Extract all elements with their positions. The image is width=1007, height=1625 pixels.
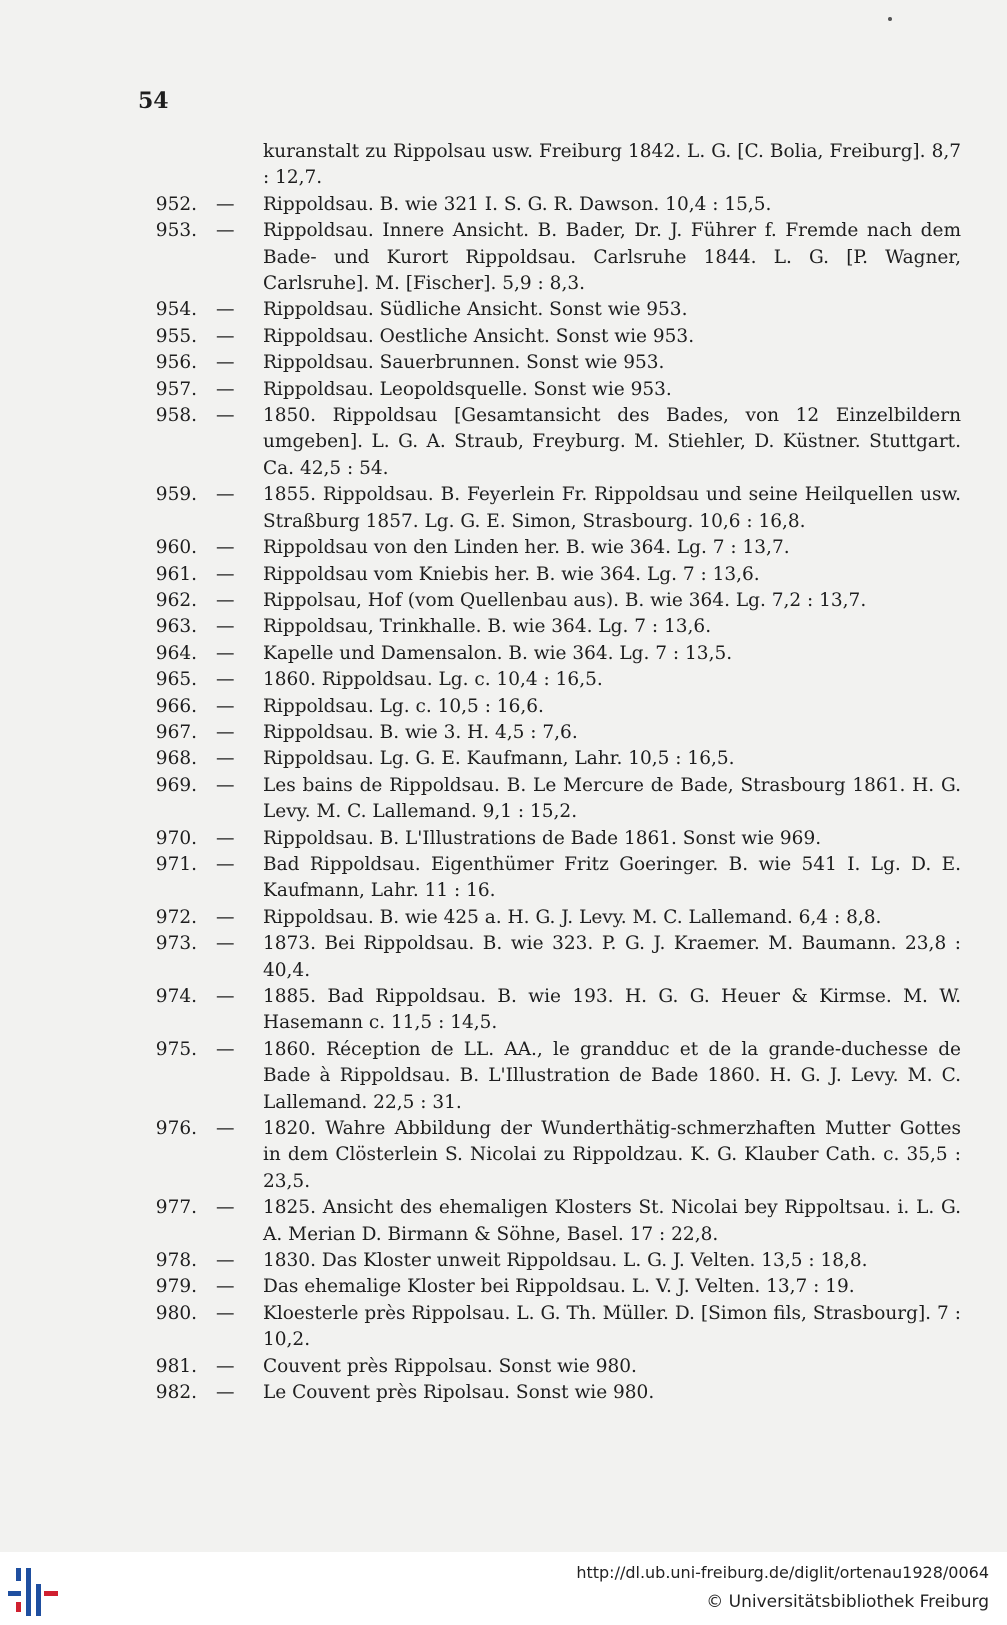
- entry-text: Rippoldsau. B. L'Illustrations de Bade 1861. Sonst wie 969.: [263, 827, 822, 849]
- entry-dash: —: [216, 1118, 235, 1140]
- entry-text: Rippoldsau. Leopoldsquelle. Sonst wie 953.: [263, 378, 672, 400]
- catalog-entry: [0, 1248, 1007, 1274]
- entry-text: 1885. Bad Rippoldsau. B. wie 193. H. G. G. Heuer & Kirmse. M. W. Hasemann c. 11,5 : 14,5.: [263, 986, 961, 1034]
- catalog-entry: [0, 297, 1007, 323]
- entry-dash: —: [216, 1250, 235, 1272]
- entry-text: Le Couvent près Ripolsau. Sonst wie 980.: [263, 1382, 655, 1404]
- entry-text: 1850. Rippoldsau [Gesamtansicht des Bades, von 12 Einzelbildern umgeben]. L. G. A. Straub, Freyburg. M. Stiehler, D. Küstner. Stuttgart. Ca. 42,5 : 54.: [263, 405, 961, 479]
- entry-dash: —: [216, 352, 235, 374]
- entry-number: 971.: [155, 853, 197, 875]
- entry-dash: —: [216, 220, 235, 242]
- entry-dash: —: [216, 378, 235, 400]
- entry-text: Les bains de Rippoldsau. B. Le Mercure de Bade, Strasbourg 1861. H. G. Levy. M. C. Lallemand. 9,1 : 15,2.: [263, 774, 961, 823]
- entry-number: 974.: [155, 986, 197, 1007]
- entry-dash: —: [216, 537, 235, 559]
- entry-text: Rippoldsau. Lg. G. E. Kaufmann, Lahr. 10,5 : 16,5.: [263, 748, 735, 770]
- entry-number: 952.: [155, 193, 197, 215]
- catalog-entry: [0, 139, 1007, 192]
- catalog-entry: [0, 324, 1007, 350]
- catalog-entry: [0, 1380, 1007, 1406]
- catalog-entry: [0, 1274, 1007, 1300]
- entry-number: 967.: [155, 721, 197, 743]
- entry-text: Couvent près Rippolsau. Sonst wie 980.: [263, 1355, 637, 1377]
- entry-text: Kapelle und Damensalon. B. wie 364. Lg. 7 : 13,5.: [263, 642, 733, 664]
- entry-number: 958.: [155, 405, 197, 427]
- entry-number: 955.: [155, 325, 197, 347]
- catalog-entry: [0, 826, 1007, 852]
- catalog-entry: [0, 1116, 1007, 1195]
- catalog-entry: [0, 562, 1007, 588]
- page-number: 54: [138, 88, 169, 114]
- entry-text: kuranstalt zu Rippolsau usw. Freiburg 1842. L. G. [C. Bolia, Freiburg]. 8,7 : 12,7.: [263, 141, 961, 189]
- entry-text: Rippoldsau von den Linden her. B. wie 364. Lg. 7 : 13,7.: [263, 537, 790, 559]
- catalog-entry: [0, 773, 1007, 826]
- entry-number: 968.: [155, 748, 197, 770]
- copyright-notice: © Universitätsbibliothek Freiburg: [706, 1592, 989, 1612]
- catalog-entry: [0, 667, 1007, 693]
- entry-text: 1820. Wahre Abbildung der Wunderthätig-schmerzhaften Mutter Gottes in dem Clösterlein S. Nicolai zu Rippoldzau. K. G. Klauber Cath. c. 35,5 : 23,5.: [263, 1118, 961, 1192]
- entry-number: 981.: [155, 1355, 197, 1377]
- catalog-entry: [0, 1195, 1007, 1248]
- entry-number: 972.: [155, 906, 197, 928]
- scan-speck: [888, 17, 892, 21]
- catalog-entry: [0, 350, 1007, 376]
- catalog-entry: [0, 905, 1007, 931]
- entry-number: 953.: [155, 220, 197, 242]
- entry-number: 966.: [155, 695, 197, 717]
- catalog-entry: [0, 403, 1007, 482]
- ub-freiburg-logo-icon: [4, 1564, 64, 1620]
- catalog-entry: [0, 482, 1007, 535]
- entry-dash: —: [216, 325, 235, 347]
- entry-dash: —: [216, 853, 235, 875]
- catalog-entry: [0, 1301, 1007, 1354]
- entry-text: Bad Rippoldsau. Eigenthümer Fritz Goeringer. B. wie 541 I. Lg. D. E. Kaufmann, Lahr. 11 : 16.: [263, 853, 961, 902]
- entry-text: Rippoldsau vom Kniebis her. B. wie 364. Lg. 7 : 13,6.: [263, 563, 760, 585]
- entry-number: 978.: [155, 1250, 197, 1272]
- entry-dash: —: [216, 774, 235, 796]
- entry-dash: —: [216, 1355, 235, 1377]
- catalog-entry: [0, 1037, 1007, 1116]
- entry-text: Rippoldsau. Oestliche Ansicht. Sonst wie 953.: [263, 325, 695, 347]
- entry-text: Rippoldsau. B. wie 3. H. 4,5 : 7,6.: [263, 721, 578, 743]
- catalog-entry: [0, 720, 1007, 746]
- entry-text: 1830. Das Kloster unweit Rippoldsau. L. G. J. Velten. 13,5 : 18,8.: [263, 1250, 868, 1272]
- entry-number: 956.: [155, 352, 197, 374]
- entry-number: 964.: [155, 642, 197, 664]
- entry-dash: —: [216, 405, 235, 427]
- catalog-entry: [0, 746, 1007, 772]
- catalog-entry: [0, 694, 1007, 720]
- entry-dash: —: [216, 933, 235, 955]
- entry-text: Kloesterle près Rippolsau. L. G. Th. Müller. D. [Simon fils, Strasbourg]. 7 : 10,2.: [263, 1302, 961, 1351]
- entry-dash: —: [216, 563, 235, 585]
- entry-dash: —: [216, 1382, 235, 1404]
- entry-text: Das ehemalige Kloster bei Rippoldsau. L. V. J. Velten. 13,7 : 19.: [263, 1276, 855, 1298]
- entry-number: 960.: [155, 537, 197, 559]
- entry-number: 973.: [155, 933, 197, 955]
- entry-text: Rippoldsau, Trinkhalle. B. wie 364. Lg. 7 : 13,6.: [263, 616, 712, 638]
- entry-number: 977.: [155, 1197, 197, 1219]
- entry-number: 969.: [155, 774, 197, 796]
- entry-dash: —: [216, 1038, 235, 1060]
- entry-dash: —: [216, 721, 235, 743]
- entry-dash: —: [216, 906, 235, 928]
- entry-dash: —: [216, 484, 235, 506]
- entry-number: 979.: [155, 1276, 197, 1298]
- entry-dash: —: [216, 642, 235, 664]
- catalog-entry: [0, 218, 1007, 297]
- entry-text: Rippoldsau. Sauerbrunnen. Sonst wie 953.: [263, 352, 665, 374]
- catalog-entry: [0, 192, 1007, 218]
- catalog-entry: [0, 931, 1007, 984]
- catalog-entry: [0, 535, 1007, 561]
- entry-text: 1860. Réception de LL. AA., le grandduc et de la grande-duchesse de Bade à Rippoldsau. B. L'Illustration de Bade 1860. H. G. J. Levy. M. C. Lallemand. 22,5 : 31.: [263, 1038, 961, 1113]
- catalog-entry-list: [0, 139, 1007, 1407]
- entry-dash: —: [216, 1276, 235, 1298]
- entry-number: 965.: [155, 669, 197, 691]
- entry-number: 975.: [155, 1038, 197, 1060]
- catalog-entry: [0, 614, 1007, 640]
- entry-number: 963.: [155, 616, 197, 638]
- entry-text: Rippoldsau. B. wie 425 a. H. G. J. Levy. M. C. Lallemand. 6,4 : 8,8.: [263, 906, 882, 928]
- viewer-footer: [0, 1552, 1007, 1625]
- entry-dash: —: [216, 589, 235, 611]
- entry-text: Rippoldsau. Lg. c. 10,5 : 16,6.: [263, 695, 544, 717]
- entry-text: 1855. Rippoldsau. B. Feyerlein Fr. Rippoldsau und seine Heilquellen usw. Straßburg 1857. Lg. G. E. Simon, Strasbourg. 10,6 : 16,8.: [263, 484, 961, 532]
- entry-text: Rippoldsau. Südliche Ansicht. Sonst wie 953.: [263, 299, 688, 321]
- entry-text: 1860. Rippoldsau. Lg. c. 10,4 : 16,5.: [263, 669, 603, 691]
- catalog-entry: [0, 984, 1007, 1037]
- entry-text: 1825. Ansicht des ehemaligen Klosters St. Nicolai bey Rippoltsau. i. L. G. A. Merian D. Birmann & Söhne, Basel. 17 : 22,8.: [263, 1197, 961, 1245]
- entry-dash: —: [216, 669, 235, 691]
- entry-text: Rippolsau, Hof (vom Quellenbau aus). B. wie 364. Lg. 7,2 : 13,7.: [263, 589, 867, 611]
- entry-text: Rippoldsau. Innere Ansicht. B. Bader, Dr. J. Führer f. Fremde nach dem Bade- und Kurort Rippoldsau. Carlsruhe 1844. L. G. [P. Wagner, Carlsruhe]. M. [Fischer]. 5,9 : 8,3.: [263, 220, 961, 295]
- catalog-entry: [0, 852, 1007, 905]
- catalog-entry: [0, 1354, 1007, 1380]
- entry-dash: —: [216, 1197, 235, 1219]
- entry-number: 982.: [155, 1382, 197, 1404]
- entry-number: 980.: [155, 1302, 197, 1324]
- entry-dash: —: [216, 193, 235, 215]
- entry-number: 976.: [155, 1118, 197, 1140]
- entry-dash: —: [216, 748, 235, 770]
- entry-number: 957.: [155, 378, 197, 400]
- entry-dash: —: [216, 695, 235, 717]
- entry-number: 959.: [155, 484, 197, 506]
- entry-text: Rippoldsau. B. wie 321 I. S. G. R. Dawson. 10,4 : 15,5.: [263, 193, 772, 215]
- entry-text: 1873. Bei Rippoldsau. B. wie 323. P. G. J. Kraemer. M. Baumann. 23,8 : 40,4.: [263, 933, 961, 981]
- catalog-entry: [0, 641, 1007, 667]
- entry-number: 962.: [155, 589, 197, 611]
- entry-dash: —: [216, 986, 235, 1007]
- entry-number: 954.: [155, 299, 197, 321]
- entry-dash: —: [216, 827, 235, 849]
- entry-dash: —: [216, 1302, 235, 1324]
- catalog-entry: [0, 588, 1007, 614]
- permalink-url[interactable]: http://dl.ub.uni-freiburg.de/diglit/ortenau1928/0064: [576, 1563, 989, 1582]
- entry-number: 970.: [155, 827, 197, 849]
- entry-number: 961.: [155, 563, 197, 585]
- entry-dash: —: [216, 616, 235, 638]
- catalog-entry: [0, 377, 1007, 403]
- entry-dash: —: [216, 299, 235, 321]
